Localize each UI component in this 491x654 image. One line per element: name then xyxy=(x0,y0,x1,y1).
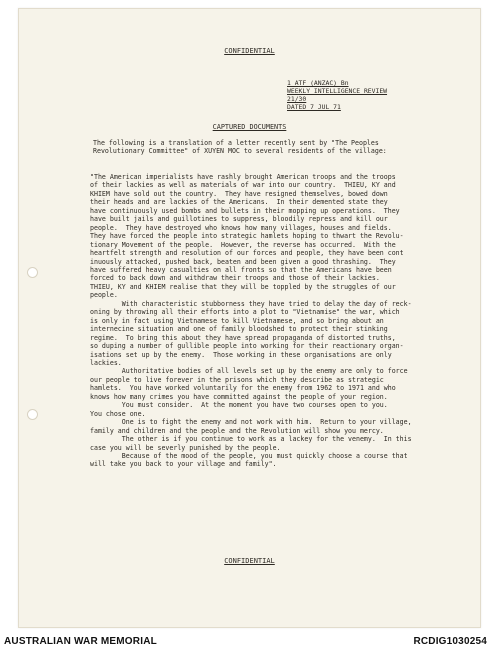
intro-line: The following is a translation of a letter recently sent by "The Peoples xyxy=(93,139,379,147)
intro-paragraph xyxy=(93,139,387,156)
body-line: will take you back to your village and family". xyxy=(90,460,277,469)
body-line: With characteristic stubborness they have tried to delay the day of reck- xyxy=(90,299,412,308)
body-line: Authoritative bodies of all levels set up by the enemy are only to force xyxy=(90,367,408,376)
body-line: forced to back down and withdraw their troops and those of their lackies. xyxy=(90,274,380,283)
reference-line: 1 ATF (ANZAC) Bn xyxy=(287,79,349,87)
catalogue-id: RCDIG1030254 xyxy=(413,636,487,647)
body-line: Because of the mood of the people, you must quickly choose a course that xyxy=(90,451,408,460)
body-line: THIEU, KY and KHIEM realise that they will be toppled by the struggles of our xyxy=(90,282,396,291)
reference-line: DATED 7 JUL 71 xyxy=(287,103,341,111)
body-line: tionary Movement of the people. However, the reverse has occurred. With the xyxy=(90,240,396,249)
section-heading: CAPTURED DOCUMENTS xyxy=(212,123,287,131)
body-line: inuously attacked, pushed back, beaten and been given a good thrashing. They xyxy=(90,257,396,266)
body-line: You chose one. xyxy=(90,409,146,418)
body-line: One is to fight the enemy and not work with him. Return to your village, xyxy=(90,418,412,427)
body-line: "The American imperialists have rashly brought American troops and the troops xyxy=(90,173,396,181)
body-line: lackies. xyxy=(90,358,122,367)
body-line: case you will be severly punished by the people. xyxy=(90,443,281,452)
letter-body xyxy=(90,173,412,469)
body-line: have continuously used bombs and bullets in their mopping up operations. They xyxy=(90,206,400,215)
body-line: their heads and are lackies of the Americans. In their demented state they xyxy=(90,198,388,207)
body-line: hamlets. You have worked voluntarily for the enemy from 1962 to 1971 and who xyxy=(90,384,396,393)
reference-line: 21/30 xyxy=(287,95,307,103)
classification-bottom: CONFIDENTIAL xyxy=(224,557,275,565)
body-line: The other is if you continue to work as a lackey for the venemy. In this xyxy=(90,435,412,444)
body-line: KHIEM have sold out the country. They have resigned themselves, bowed down xyxy=(90,189,388,198)
intro-line: Revolutionary Committee" of XUYEN MOC to several residents of the village: xyxy=(93,147,387,156)
body-line: internecine situation and one of family bloodshed to protect their stinking xyxy=(90,325,388,334)
body-line: people. xyxy=(90,291,118,300)
body-line: heartfelt strength and resolution of our forces and people, they have been cont xyxy=(90,249,404,258)
classification-top: CONFIDENTIAL xyxy=(224,47,275,55)
reference-block xyxy=(287,79,387,111)
body-line: regime. To bring this about they have spread propaganda of distorted truths, xyxy=(90,333,396,342)
body-line: They have forced the people into strategic hamlets hoping to thwart the Revolu- xyxy=(90,232,404,241)
document-page xyxy=(18,8,481,628)
body-line: knows how many crimes you have committed against the people of your region. xyxy=(90,392,388,401)
body-line: of their lackies as well as materials of war into our country. THIEU, KY and xyxy=(90,181,396,190)
body-line: people. They have destroyed who knows how many villages, houses and fields. xyxy=(90,223,392,232)
punch-hole xyxy=(27,267,38,278)
punch-hole xyxy=(27,409,38,420)
body-line: so duping a number of gullible people into working for their reactionary organ- xyxy=(90,342,404,351)
body-line: have suffered heavy casualties on all fronts so that the Americans have been xyxy=(90,265,392,274)
body-line: isations set up by the enemy. Those working in these organisations are only xyxy=(90,350,392,359)
body-line: oning by throwing all their efforts into a plot to "Vietnamise" the war, which xyxy=(90,308,400,317)
body-line: is only in fact using Vietnamese to kill Vietnamese, and so bring about an xyxy=(90,316,384,325)
body-line: have built jails and guillotines to suppress, bloodily repress and kill our xyxy=(90,215,388,224)
institution-label: AUSTRALIAN WAR MEMORIAL xyxy=(4,636,157,647)
reference-line: WEEKLY INTELLIGENCE REVIEW xyxy=(287,87,388,95)
body-line: You must consider. At the moment you have two courses open to you. xyxy=(90,401,388,410)
body-line: family and children and the people and the Revolution will show you mercy. xyxy=(90,426,384,435)
body-line: our people to live forever in the prisons which they describe as strategic xyxy=(90,375,384,384)
